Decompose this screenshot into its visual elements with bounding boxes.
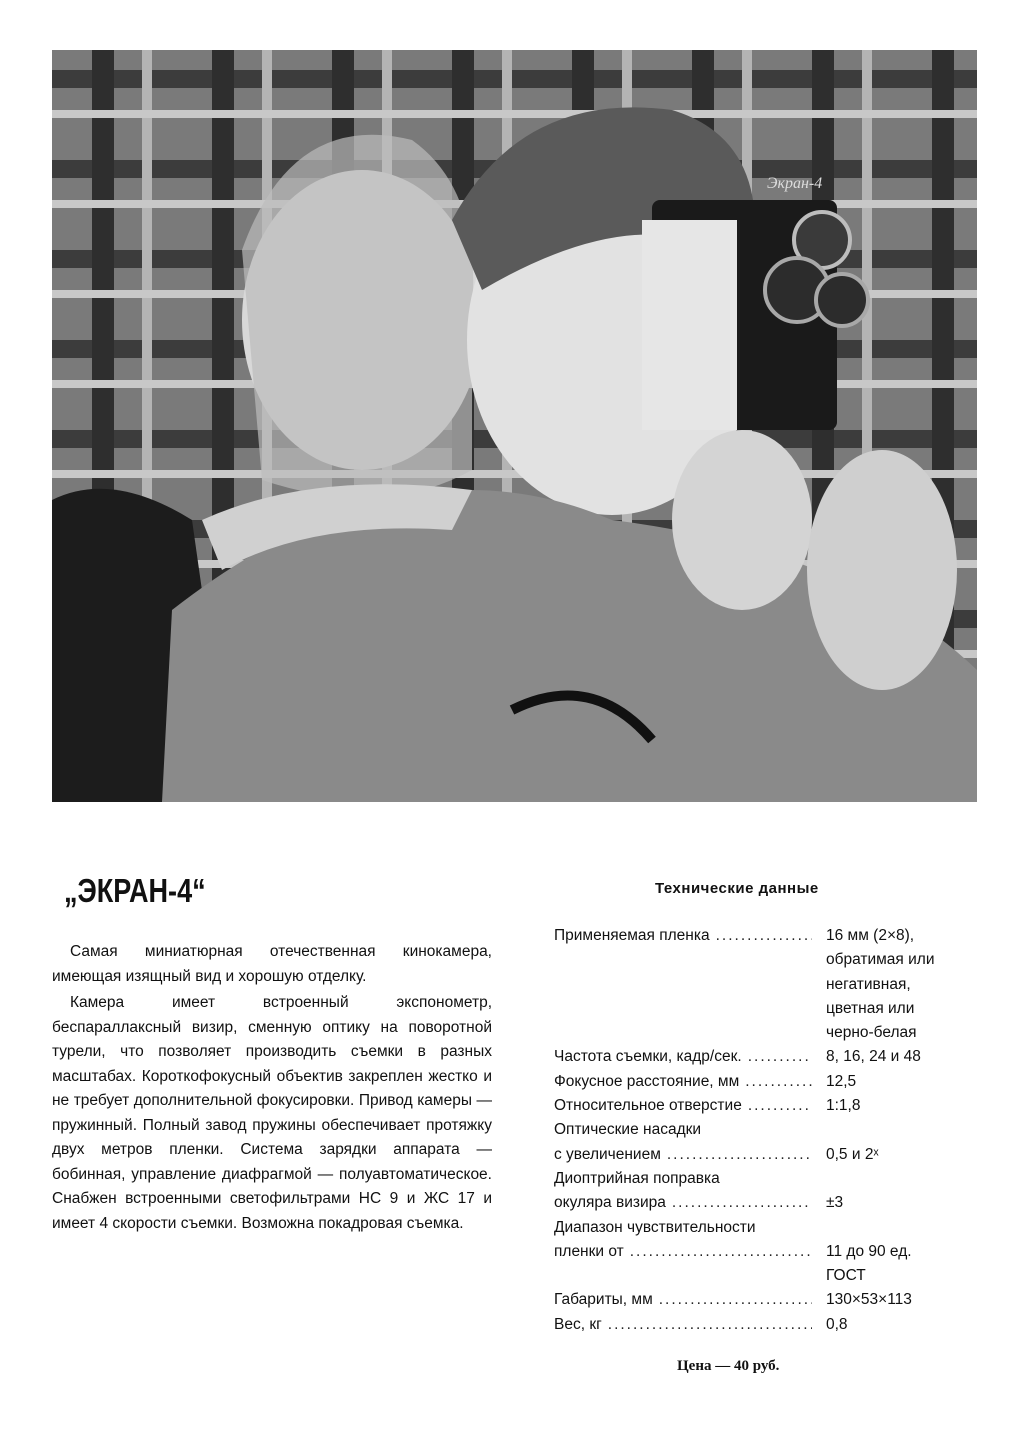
leader-dots (672, 1191, 812, 1215)
product-description (52, 940, 492, 1238)
leader-dots (659, 1288, 812, 1312)
man-hand-right (807, 450, 957, 690)
spec-row-film-sensitivity (554, 1240, 984, 1289)
photo-couple-with-camera (52, 50, 977, 802)
spec-row-magnification (554, 1143, 984, 1167)
spec-value (826, 1118, 984, 1142)
spec-value: 1:1,8 (826, 1097, 861, 1115)
camera-lens-3 (816, 274, 868, 326)
spec-row-sensitivity-range (554, 1216, 984, 1240)
technical-data-heading: Технические данные (655, 880, 819, 897)
spec-label: Фокусное расстояние, мм (554, 1072, 740, 1090)
spec-value: 12,5 (826, 1072, 857, 1090)
photo-illustration (52, 50, 977, 802)
spec-label: Диапазон чувствительности (554, 1218, 756, 1236)
description-paragraph: Самая миниатюрная отечественная кинокамера, имеющая изящный вид и хорошую отделку. (52, 943, 492, 985)
spec-label: Диоптрийная поправка (554, 1169, 720, 1187)
spec-label: Частота съемки, кадр/сек. (554, 1048, 742, 1066)
spec-label: Габариты, мм (554, 1291, 653, 1309)
spec-value: 0,8 (826, 1315, 848, 1333)
leader-dots (608, 1313, 812, 1337)
spec-row-weight (554, 1313, 984, 1337)
spec-label: Оптические насадки (554, 1121, 702, 1139)
spec-label: с увеличением (554, 1145, 661, 1163)
man-hand-left (672, 430, 812, 610)
spec-value (826, 1167, 984, 1191)
spec-value: 130×53×113 (826, 1291, 912, 1309)
product-title: „ЭКРАН-4“ (64, 872, 206, 909)
leader-dots (745, 1070, 812, 1094)
spec-label: пленки от (554, 1242, 624, 1260)
spec-value (826, 1216, 984, 1240)
spec-row-dimensions (554, 1288, 984, 1312)
leader-dots (748, 1045, 812, 1069)
leader-dots (630, 1240, 812, 1289)
spec-label: Применяемая пленка (554, 927, 710, 944)
camera-side-panel (642, 220, 737, 430)
woman-hair (242, 135, 473, 498)
spec-value: ±3 (826, 1194, 844, 1212)
price: Цена — 40 руб. (677, 1358, 780, 1374)
spec-label: Вес, кг (554, 1315, 602, 1333)
spec-value: 16 мм (2×8), обратимая или негативная, цветная или черно-белая (826, 927, 935, 1042)
spec-row-film (554, 924, 984, 1045)
camera-label: Экран-4 (767, 175, 823, 192)
leader-dots (716, 924, 812, 1045)
spec-row-focal-length (554, 1070, 984, 1094)
spec-value: 0,5 и 2ˣ (826, 1145, 879, 1163)
spec-label: Относительное отверстие (554, 1097, 742, 1115)
spec-row-optical-attachments (554, 1118, 984, 1142)
spec-row-aperture (554, 1094, 984, 1118)
description-paragraph: Камера имеет встроенный экспонометр, беспараллаксный визир, сменную оптику на поворотной турели, что позволяет производить съемки в разных масштабах. Короткофокусный объектив закреплен жестко и не требует дополнительной фокусировки. Привод камеры — пружинный. Полный завод пружины обеспечивает протяжку двух метров пленки. Система зарядки аппарата — бобинная, управление диафрагмой — полуавтоматическое. Снабжен встроенными светофильтрами НС 9 и ЖС 17 и имеет 4 скорости съемки. Возможна покадровая съемка. (52, 994, 492, 1232)
spec-value: 11 до 90 ед. ГОСТ (826, 1242, 912, 1285)
leader-dots (748, 1094, 812, 1118)
technical-specs-table (554, 924, 984, 1337)
spec-label: окуляра визира (554, 1194, 666, 1212)
spec-row-diopter (554, 1167, 984, 1191)
spec-row-viewfinder-eyepiece (554, 1191, 984, 1215)
leader-dots (667, 1143, 812, 1167)
spec-value: 8, 16, 24 и 48 (826, 1048, 921, 1066)
spec-row-frame-rate (554, 1045, 984, 1069)
